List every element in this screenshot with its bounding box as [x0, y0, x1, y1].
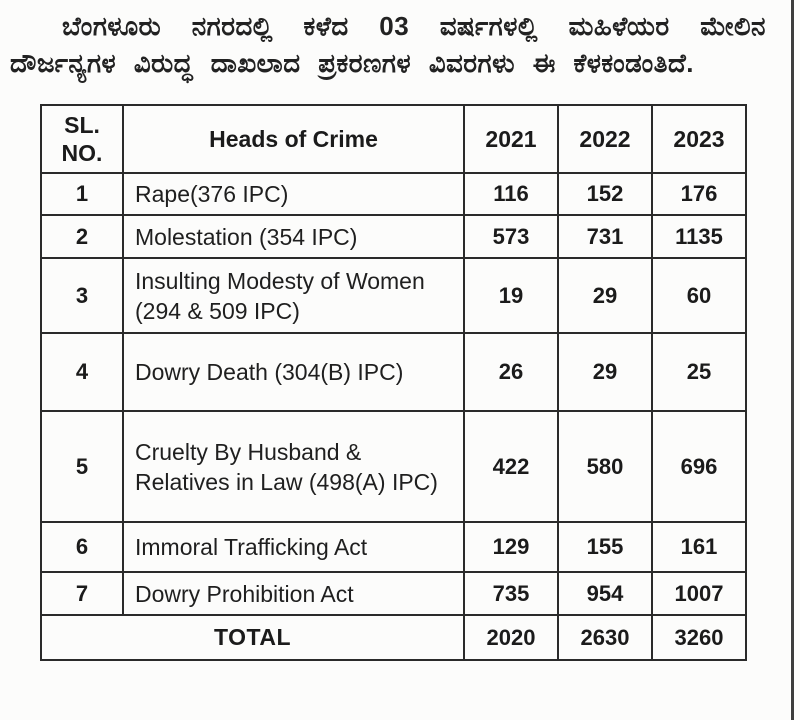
total-label: TOTAL	[41, 615, 464, 660]
value-2023: 60	[652, 258, 746, 333]
total-2023: 3260	[652, 615, 746, 660]
table-row	[41, 173, 746, 215]
value-2021: 573	[464, 215, 558, 258]
value-2021: 26	[464, 333, 558, 411]
total-2022: 2630	[558, 615, 652, 660]
value-2021: 735	[464, 572, 558, 615]
value-2022: 155	[558, 522, 652, 572]
value-2021: 19	[464, 258, 558, 333]
value-2022: 580	[558, 411, 652, 522]
value-2022: 29	[558, 333, 652, 411]
crime-cell: Dowry Prohibition Act	[123, 572, 464, 615]
table-row	[41, 215, 746, 258]
value-2023: 1007	[652, 572, 746, 615]
sl-no-cell: 1	[41, 173, 123, 215]
value-2023: 1135	[652, 215, 746, 258]
intro-paragraph: ಬೆಂಗಳೂರು ನಗರದಲ್ಲಿ ಕಳೆದ 03 ವರ್ಷಗಳಲ್ಲಿ ಮಹಿಳೆಯರ ಮೇಲಿನ ದೌರ್ಜನ್ಯಗಳ ವಿರುದ್ಧ ದಾಖಲಾದ ಪ್ರಕರಣಗಳ ವಿವರಗಳು ಈ ಕೆಳಕಂಡಂತಿದೆ.	[10, 11, 766, 78]
sl-no-cell: 5	[41, 411, 123, 522]
value-2023: 25	[652, 333, 746, 411]
sl-no-cell: 7	[41, 572, 123, 615]
table-row	[41, 258, 746, 333]
total-2021: 2020	[464, 615, 558, 660]
sl-no-cell: 4	[41, 333, 123, 411]
crime-cell: Rape(376 IPC)	[123, 173, 464, 215]
crime-cell: Molestation (354 IPC)	[123, 215, 464, 258]
table-row	[41, 522, 746, 572]
sl-no-cell: 2	[41, 215, 123, 258]
value-2022: 731	[558, 215, 652, 258]
crime-cell: Immoral Trafficking Act	[123, 522, 464, 572]
header-sl-no: SL. NO.	[41, 105, 123, 173]
value-2023: 176	[652, 173, 746, 215]
value-2021: 129	[464, 522, 558, 572]
crime-cell: Insulting Modesty of Women (294 & 509 IPC)	[123, 258, 464, 333]
header-year-2021: 2021	[464, 105, 558, 173]
crime-cell: Dowry Death (304(B) IPC)	[123, 333, 464, 411]
table-header-row	[41, 105, 746, 173]
value-2022: 29	[558, 258, 652, 333]
value-2022: 152	[558, 173, 652, 215]
table-row	[41, 572, 746, 615]
sl-no-cell: 6	[41, 522, 123, 572]
crime-cell: Cruelty By Husband & Relatives in Law (498(A) IPC)	[123, 411, 464, 522]
sl-no-cell: 3	[41, 258, 123, 333]
header-year-2023: 2023	[652, 105, 746, 173]
table-total-row	[41, 615, 746, 660]
value-2023: 696	[652, 411, 746, 522]
table-row	[41, 411, 746, 522]
header-heads-of-crime: Heads of Crime	[123, 105, 464, 173]
header-year-2022: 2022	[558, 105, 652, 173]
value-2021: 422	[464, 411, 558, 522]
page-margin-rule	[791, 0, 794, 720]
value-2021: 116	[464, 173, 558, 215]
crime-statistics-table	[40, 104, 747, 661]
value-2022: 954	[558, 572, 652, 615]
table-row	[41, 333, 746, 411]
value-2023: 161	[652, 522, 746, 572]
